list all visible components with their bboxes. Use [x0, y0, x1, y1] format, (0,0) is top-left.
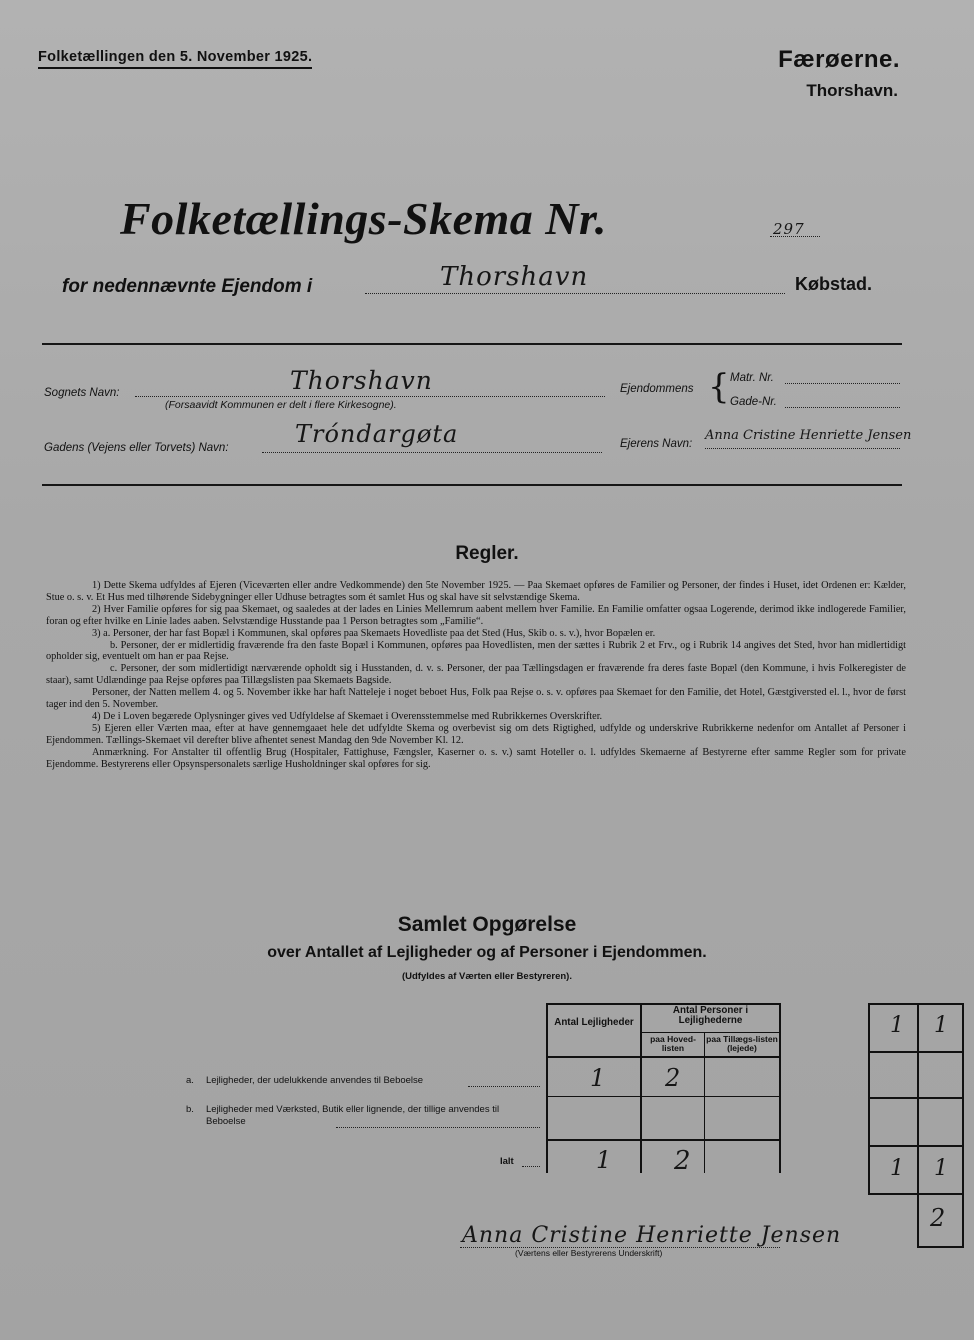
rules-body [46, 580, 906, 771]
total-main-value: 2 [674, 1146, 692, 1176]
gade-label: Gade-Nr. [730, 396, 777, 408]
owner-line [705, 448, 900, 449]
owner-label: Ejerens Navn: [620, 438, 693, 450]
summary-note: (Udfyldes af Værten eller Bestyreren). [401, 971, 572, 982]
owner-handwritten: Anna Cristine Henriette Jensen [705, 428, 912, 443]
side-grid-line [917, 1246, 964, 1248]
rule-4: 4) De i Loven begærede Oplysninger gives ved Udfyldelse af Skemaet i Overensstemmelse med Rubrikkernes Overskrifter. [92, 710, 603, 722]
matr-line [785, 383, 900, 384]
a-apartments-value: 1 [590, 1064, 607, 1092]
parish-note: (Forsaavidt Kommunen er delt i flere Kirkesogne). [165, 399, 397, 411]
row-b-line [336, 1127, 540, 1128]
place-line [365, 293, 785, 294]
side-top-value-1: 1 [890, 1013, 905, 1038]
table-line [779, 1003, 781, 1173]
street-handwritten: Tróndargøta [295, 420, 459, 448]
rule-5: 5) Ejeren eller Værten maa, efter at have gennemgaaet hele det udfyldte Skema og overbevist sig om dets Rigtighed, udfylde og underskrive Rubrikkerne nedenfor om Antallet af Personer i Ejendommen. Tællings-Skemaet vil derefter blive afhentet senest Mandag den 9de November Kl. 12. [46, 722, 906, 746]
side-grid-line [868, 1003, 870, 1195]
row-a-line [468, 1086, 540, 1087]
row-a-marker: a. [186, 1075, 194, 1086]
rule-3c: c. Personer, der som midlertidigt nærværende opholdt sig i Husstanden, d. v. s. Personer, der paa Tællingsdagen er fraværende fra deres faste Bopæl (den Kommune, i hvis Folkeregister de staar), samt Udlændinge paa Rejse opføres paa Tillægslisten paa Skemaets Bagside. [46, 663, 906, 687]
table-line [546, 1003, 548, 1173]
rule-3d: Personer, der Natten mellem 4. og 5. November ikke har haft Natteleje i noget beboet Hus, Folk paa Rejse o. s. v. opføres paa Skemaet for den Familie, det Hotel, Gæstgiversted el. l., hvor de først tager ind den 5. November. [46, 687, 906, 711]
matr-label: Matr. Nr. [730, 372, 774, 384]
rules-title: Regler. [455, 543, 519, 564]
rule-3a: 3) a. Personer, der har fast Bopæl i Kommunen, skal opføres paa Skemaets Hovedliste paa det Sted (Hus, Skib o. s. v.), hvor Bopælen er. [92, 627, 656, 639]
summary-subtitle: over Antallet af Lejligheder og af Personer i Ejendommen. [267, 944, 707, 961]
table-line [546, 1056, 781, 1058]
side-bottom-value-2: 1 [934, 1156, 949, 1181]
signature-handwritten: Anna Cristine Henriette Jensen [462, 1223, 842, 1248]
summary-title: Samlet Opgørelse [397, 913, 577, 936]
form-number-line [770, 236, 820, 237]
middle-rule [42, 484, 902, 486]
street-label: Gadens (Vejens eller Torvets) Navn: [44, 442, 229, 454]
table-line [704, 1033, 705, 1173]
town-title: Thorshavn. [806, 81, 898, 100]
col-supp: paa Tillægs-listen (lejede) [706, 1034, 778, 1053]
side-grid-line [868, 1097, 964, 1099]
census-header: Folketællingen den 5. November 1925. [38, 49, 312, 69]
place-handwritten: Thorshavn [440, 262, 589, 292]
form-title: Folketællings-Skema Nr. [120, 193, 607, 244]
side-last-value: 2 [930, 1204, 947, 1232]
a-main-value: 2 [665, 1064, 682, 1092]
parish-line [135, 396, 605, 397]
kobstad-label: Købstad. [795, 274, 873, 294]
top-rule [42, 343, 902, 345]
parish-handwritten: Thorshavn [290, 366, 433, 395]
property-brace: { [708, 367, 730, 407]
region-title: Færøerne. [778, 46, 900, 73]
rules-note: Anmærkning. For Anstalter til offentlig Brug (Hospitaler, Fattighuse, Fængsler, Kaserner o. s. v.) samt Hoteller o. l. udfyldes Skemaerne af Bestyrerne efter samme Regler som for private Ejendomme. Bestyrerens eller Opsynspersonalets særlige Husholdninger skal opføres for sig. [46, 746, 906, 770]
row-b-marker: b. [186, 1104, 194, 1115]
rule-1: 1) Dette Skema udfyldes af Ejeren (Viceværten eller andre Vedkommende) den 5te November 1925. — Paa Skemaet opføres de Familier og Personer, der findes i Huset, idet Ordenen er: Kælder, Stue o. s. v. Et Hus med tilhørende Sidebygninger eller Udhuse betragtes som ét samlet Hus og skal have sit selvstændige Skema. [46, 580, 906, 603]
rule-2: 2) Hver Familie opføres for sig paa Skemaet, og saaledes at der lades en Linies Mellemrum aabent mellem hver Familie. En Familie omfatter ogsaa Logerende, derimod ikke indlogerede Familier, foran og efter hvilke en Linie lades aaben. Selvstændige Husstande paa 1 Person betragtes som „Familie“. [46, 603, 906, 627]
street-line [262, 452, 602, 453]
table-line [546, 1139, 781, 1141]
row-a-label: Lejligheder, der udelukkende anvendes til Beboelse [206, 1075, 424, 1086]
table-line [642, 1032, 779, 1033]
gade-line [785, 407, 900, 408]
table-line [546, 1096, 781, 1097]
rule-3b: b. Personer, der er midlertidig fraværende fra den faste Bopæl i Kommunen, opføres paa Hovedlisten, men der sættes i Rubrik 2 et Frv., og i Rubrik 14 angives det Sted, hvor han midlertidigt opholder sig, eventuelt om han er paa Rejse. [46, 639, 906, 663]
side-grid-line [917, 1003, 919, 1248]
parish-label: Sognets Navn: [44, 387, 120, 399]
row-b-label: Lejligheder med Værksted, Butik eller lignende, der tillige anvendes til Beboelse [206, 1104, 500, 1127]
property-label: Ejendommens [620, 383, 694, 395]
side-grid-line [868, 1051, 964, 1053]
side-bottom-value-1: 1 [890, 1156, 905, 1181]
side-top-value-2: 1 [934, 1013, 949, 1038]
form-subtitle: for nedennævnte Ejendom i [62, 276, 313, 297]
total-line [522, 1166, 540, 1167]
col-main: paa Hoved-listen [650, 1034, 696, 1053]
side-grid-line [868, 1193, 964, 1195]
form-number-handwritten: 297 [773, 220, 805, 238]
total-apartments-value: 1 [596, 1146, 613, 1174]
signature-caption: (Værtens eller Bestyrerens Underskrift) [515, 1248, 663, 1258]
table-line [640, 1003, 642, 1173]
col-persons: Antal Personer i Lejlighederne [672, 1005, 749, 1026]
col-apartments: Antal Lejligheder [554, 1017, 634, 1028]
side-grid-line [868, 1003, 964, 1005]
side-grid-line [868, 1145, 964, 1147]
side-grid-line [962, 1003, 964, 1248]
total-label: Ialt [500, 1156, 514, 1167]
